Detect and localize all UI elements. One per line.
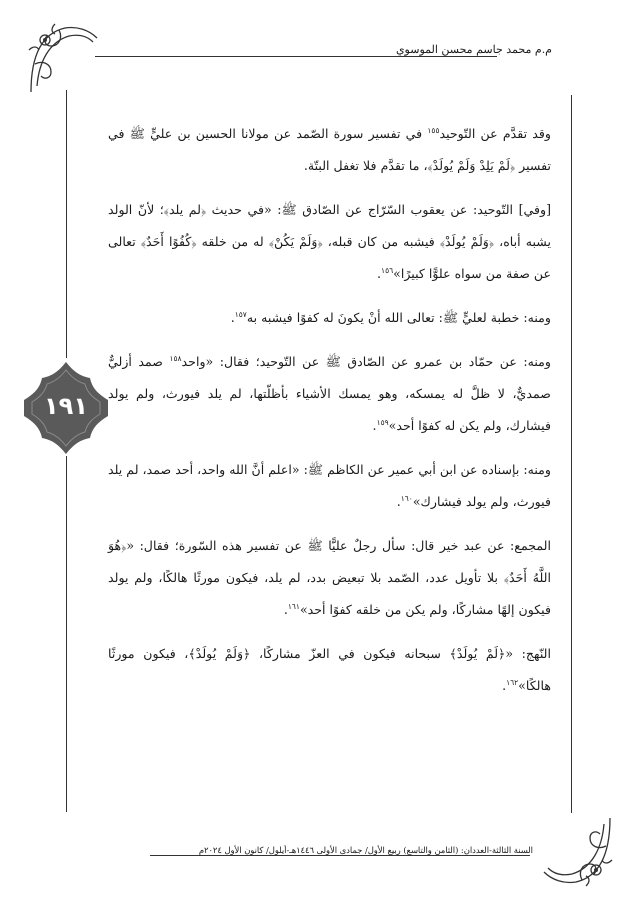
frame-top-line [95,56,497,57]
footnote-ref-155: ١٥٥ [427,125,440,135]
paragraph-text: المجمع: عن عبد خير قال: سأل رجلٌ عليًّا ﷺ عن تفسير هذه السّورة؛ فقال: «﴿هُوَ اللَّهُ أَحَدٌ﴾ بلا تأويل عدد، الصّمد بلا تبعيض بدد، لم يلد، فيكون مورثًا هالكًا، ولم يولد فيكون إلهًا مشاركًا، ولم يكن من خلقه كفوًا أحد» [108,538,551,617]
paragraph-text: . [377,266,382,281]
body-text [108,118,551,714]
paragraph-text: . [502,678,507,693]
footnote-ref-161: ١٦١ [287,601,300,611]
running-header-author: م.م محمد جاسم محسن الموسوي [390,43,558,56]
paragraph-4 [108,346,551,442]
paragraph-text: في تفسير سورة الصّمد عن مولانا الحسين بن عليٍّ ﷺ في تفسير ﴿لَمْ يَلِدْ وَلَمْ يُولَدْ﴾، ما تقدَّم فلا تغفل البتّة. [108,126,551,173]
paragraph-1 [108,118,551,182]
paragraph-text: . [283,602,288,617]
footnote-ref-157: ١٥٧ [234,309,247,319]
paragraph-6 [108,530,551,626]
corner-ornament-top-left [25,20,103,98]
frame-left-line-lower [66,456,67,812]
corner-ornament-bottom-right [538,812,616,890]
paragraph-7 [108,638,551,702]
footnote-ref-162: ١٦٢ [506,677,519,687]
frame-left-line [66,90,67,358]
paragraph-text: ومنه: عن حمّاد بن عمرو عن الصّادق ﷺ عن التّوحيد؛ فقال: «واحد [181,354,551,369]
paragraph-text: النّهج: «﴿لَمْ يُولَدْ﴾ سبحانه فيكون في العزّ مشاركًا، ﴿وَلَمْ يُولَدْ﴾، فيكون مورثًا هالكًا» [108,646,551,693]
paragraph-text: . [396,494,401,509]
footnote-ref-159: ١٥٩ [376,417,389,427]
paragraph-text: ومنه: بإسناده عن ابن أبي عمير عن الكاظم ﷺ: «اعلم أنَّ الله واحد، أحد صمد، لم يلد فيورث، ولم يولد فيشارك» [108,462,551,509]
footnote-ref-156: ١٥٦ [381,265,394,275]
paragraph-text: . [230,310,235,325]
paragraph-text: ومنه: خطبة لعليٍّ ﷺ: تعالى الله أنْ يكونَ له كفوًا فيشبه به [246,310,551,325]
paragraph-3 [108,302,551,334]
footnote-ref-158: ١٥٨ [169,353,182,363]
page-number: ١٩١ [44,392,88,420]
paragraph-5 [108,454,551,518]
footnote-ref-160: ١٦٠ [400,493,413,503]
frame-right-line [571,95,572,813]
frame-bottom-line [150,855,530,856]
running-footer-journal: السنة الثالثة-العددان: (الثامن والتاسع) ربيع الأول/ جمادى الأولى ١٤٤٦هـ-أيلول/ كانون الأول ٢٠٢٤م [185,845,537,855]
paragraph-text: وقد تقدَّم عن التّوحيد [439,126,552,141]
paragraph-2 [108,194,551,290]
paragraph-text: . [372,418,377,433]
paragraph-text: [وفي] التّوحيد: عن يعقوب السّرّاج عن الصّادق ﷺ: «في حديث ﴿لم يلد﴾؛ لأنّ الولد يشبه أباه، ﴿وَلَمْ يُولَدْ﴾ فيشبه من كان قبله، ﴿وَلَمْ يَكُنْ﴾ له من خلقه ﴿كُفُوًا أَحَدٌ﴾ تعالى عن صفة من سواه علوًّا كبيرًا» [108,202,551,281]
paragraph-text: صمد أزليٌّ صمديٌّ، لا ظلَّ له يمسكه، وهو يمسك الأشياء بأظلّتها، لم يلد فيورث، ولم يولد فيشارك، ولم يكن له كفوًا أحد» [108,354,551,433]
